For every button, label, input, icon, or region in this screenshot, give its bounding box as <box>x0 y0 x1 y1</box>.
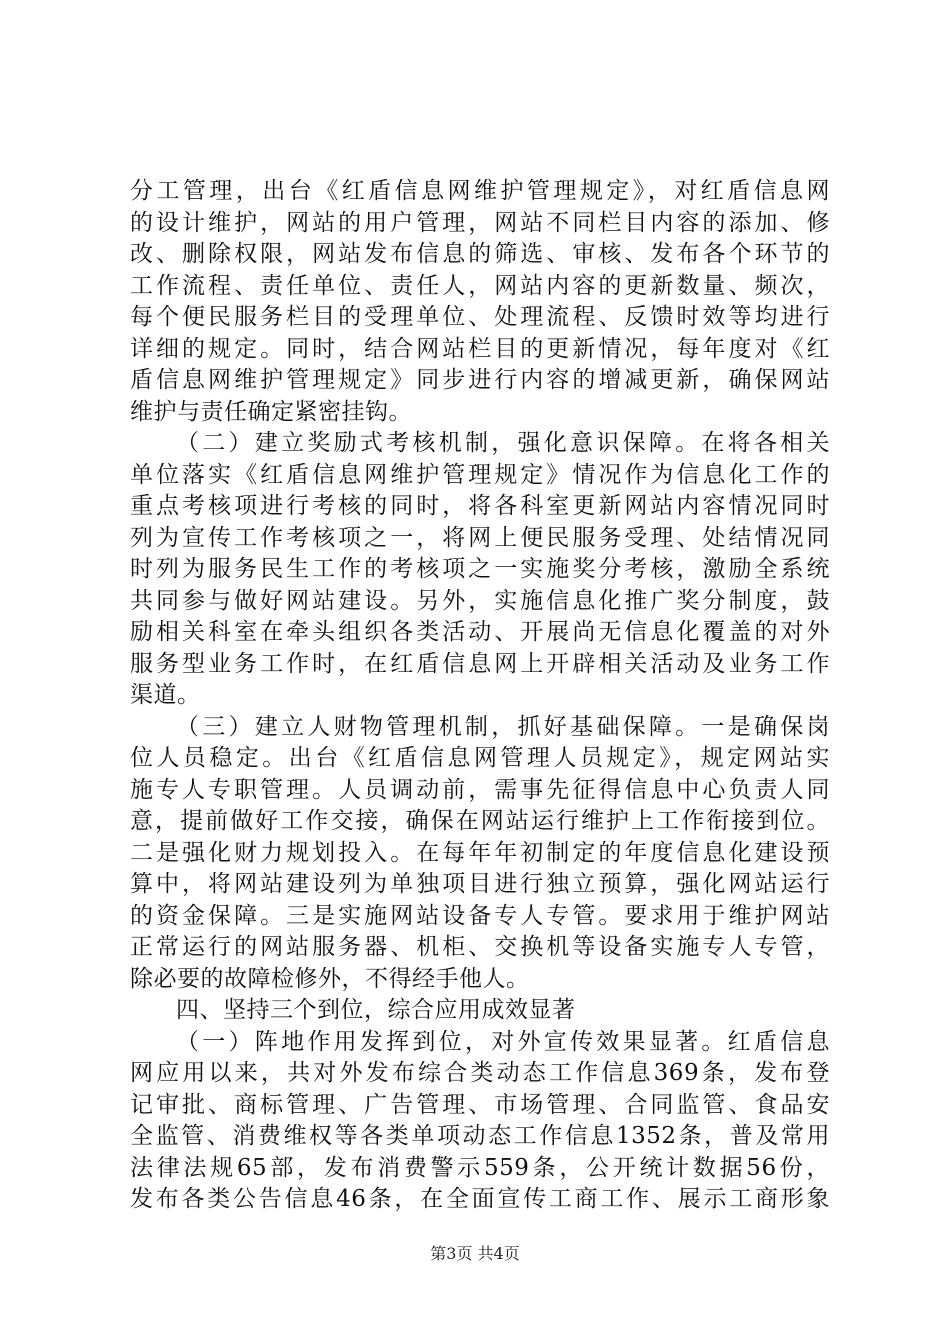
text-line: 每个便民服务栏目的受理单位、处理流程、反馈时效等均进行 <box>130 304 830 330</box>
text-line: 位人员稳定。出台《红盾信息网管理人员规定》，规定网站实 <box>130 745 830 771</box>
text-line: 记审批、商标管理、广告管理、市场管理、合同监管、食品安 <box>130 1091 830 1118</box>
text-line: 渠道。 <box>130 682 201 708</box>
text-line: 维护与责任确定紧密挂钩。 <box>130 398 412 425</box>
text-line: 共同参与做好网站建设。另外，实施信息化推广奖分制度，鼓 <box>130 587 830 614</box>
text-line: 时列为服务民生工作的考核项之一实施奖分考核，激励全系统 <box>130 556 830 582</box>
text-line: （三）建立人财物管理机制，抓好基础保障。一是确保岗 <box>176 713 830 740</box>
text-line: 意，提前做好工作交接，确保在网站运行维护上工作衔接到位。 <box>130 808 830 834</box>
text-line: （一）阵地作用发挥到位，对外宣传效果显著。红盾信息 <box>176 1028 830 1055</box>
text-line: 正常运行的网站服务器、机柜、交换机等设备实施专人专管， <box>130 934 830 960</box>
text-line: 网应用以来，共对外发布综合类动态工作信息369条，发布登 <box>130 1060 830 1086</box>
text-line: 发布各类公告信息46条，在全面宣传工商工作、展示工商形象 <box>130 1186 830 1212</box>
text-line: 的资金保障。三是实施网站设备专人专管。要求用于维护网站 <box>130 902 830 929</box>
text-line: 重点考核项进行考核的同时，将各科室更新网站内容情况同时 <box>130 493 830 519</box>
text-line: 施专人专职管理。人员调动前，需事先征得信息中心负责人同 <box>130 776 830 803</box>
text-line: 励相关科室在牵头组织各类活动、开展尚无信息化覆盖的对外 <box>130 619 830 645</box>
text-line: 单位落实《红盾信息网维护管理规定》情况作为信息化工作的 <box>130 461 830 488</box>
text-line: （二）建立奖励式考核机制，强化意识保障。在将各相关 <box>176 430 830 456</box>
text-line: 盾信息网维护管理规定》同步进行内容的增减更新，确保网站 <box>130 367 830 393</box>
document-body <box>130 176 830 1216</box>
text-line: 算中，将网站建设列为单独项目进行独立预算，强化网站运行 <box>130 871 830 897</box>
text-line: 二是强化财力规划投入。在每年年初制定的年度信息化建设预 <box>130 839 830 866</box>
text-line: 分工管理，出台《红盾信息网维护管理规定》，对红盾信息网 <box>130 178 830 204</box>
text-line: 详细的规定。同时，结合网站栏目的更新情况，每年度对《红 <box>130 335 830 362</box>
text-line: 的设计维护，网站的用户管理，网站不同栏目内容的添加、修 <box>130 209 830 236</box>
text-line: 全监管、消费维权等各类单项动态工作信息1352条，普及常用 <box>130 1123 830 1149</box>
text-line: 列为宣传工作考核项之一，将网上便民服务受理、处结情况同 <box>130 524 830 551</box>
text-line: 工作流程、责任单位、责任人，网站内容的更新数量、频次， <box>130 272 830 299</box>
text-line: 四、坚持三个到位，综合应用成效显著 <box>176 997 576 1023</box>
text-line: 除必要的故障检修外，不得经手他人。 <box>130 965 530 992</box>
text-line: 改、删除权限，网站发布信息的筛选、审核、发布各个环节的 <box>130 241 830 267</box>
page-footer: 第3页 共4页 <box>430 1244 520 1263</box>
text-line: 服务型业务工作时，在红盾信息网上开辟相关活动及业务工作 <box>130 650 830 677</box>
text-line: 法律法规65部，发布消费警示559条，公开统计数据56份， <box>130 1154 830 1181</box>
